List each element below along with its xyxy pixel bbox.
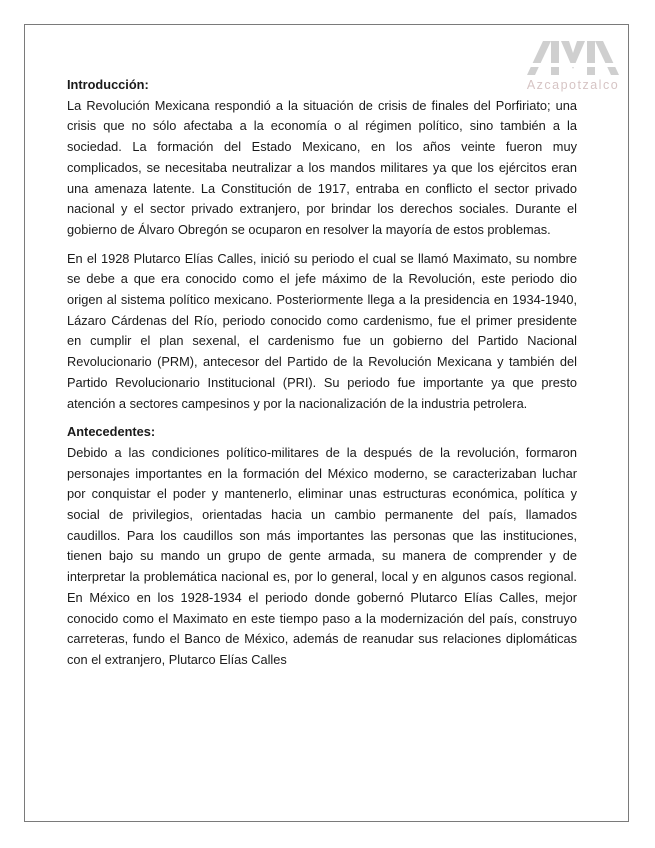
uam-logo-icon (525, 39, 621, 77)
logo-caption: Azcapotzalco (526, 78, 620, 92)
section-heading-antecedentes: Antecedentes: (67, 424, 156, 440)
paragraph: Debido a las condiciones político-militares de la después de la revolución, formaron personajes importantes en la formación del México moderno, se caracterizaban luchar por conquistar el poder y mantenerlo, eliminar unas estructuras económica, política y social de privilegios, orientadas hacia un cambio permanente del país, llamados caudillos. Para los caudillos son más importantes las personas que las instituciones, tienen bajo su mando un grupo de gente armada, su manera de comprender y de interpretar la problemática nacional es, por lo general, local y en algunos casos regional. En México en los 1928-1934 el periodo donde gobernó Plutarco Elías Calles, mejor conocido como el Maximato en este tiempo paso a la modernización del país, construyo carreteras, fundo el Banco de México, además de reanudar sus relaciones diplomáticas con el extranjero, Plutarco Elías Calles (67, 444, 577, 667)
document-page (24, 24, 629, 822)
paragraph: En el 1928 Plutarco Elías Calles, inició su periodo el cual se llamó Maximato, su nombre se debe a que era conocido como el jefe máximo de la Revolución, este periodo dio origen al sistema político mexicano. Posteriormente llega a la presidencia en 1934-1940, Lázaro Cárdenas del Río, periodo conocido como cardenismo, fue el primer presidente en cumplir el plan sexenal, el cardenismo fue un gobierno del Partido Nacional Revolucionario (PRM), antecesor del Partido de la Revolución Mexicana y también del Partido Revolucionario Institucional (PRI). Su periodo fue importante ya que presto atención a sectores campesinos y por la nacionalización de la industria petrolera. (67, 250, 577, 411)
document-body (67, 75, 577, 671)
section-heading-introduccion: Introducción: (67, 77, 149, 92)
paragraph: La Revolución Mexicana respondió a la situación de crisis de finales del Porfiriato; una crisis que no sólo afectaba a la economía o al régimen político, sino también a la sociedad. La formación del Estado Mexicano, en los años veinte fueron muy complicados, se necesitaba neutralizar a los mandos militares ya que los ejércitos eran una amenaza latente. La Constitución de 1917, entraba en conflicto el sector privado nacional y el sector privado extranjero, por brindar los derechos sociales. Durante el gobierno de Álvaro Obregón se ocuparon en resolver la mayoría de estos problemas. (67, 97, 577, 237)
